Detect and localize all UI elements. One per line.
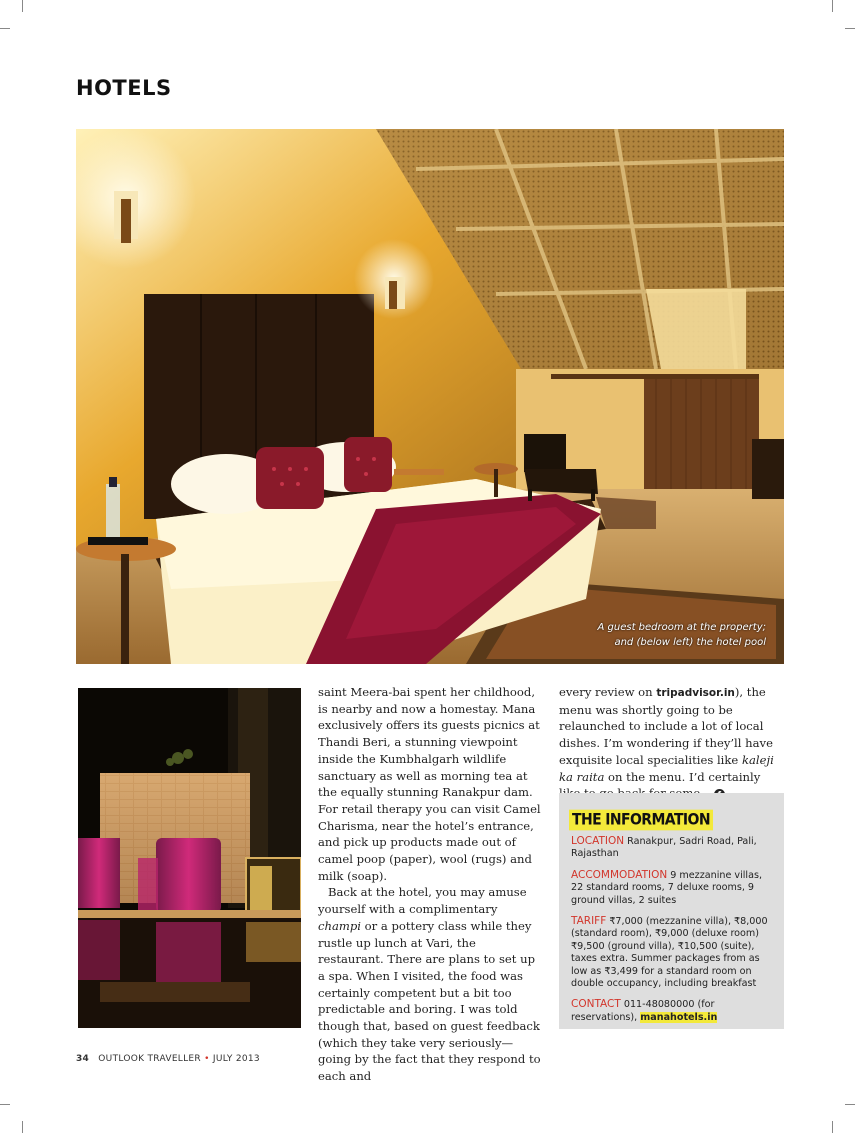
crop-mark [0,28,10,29]
info-label: LOCATION [571,835,625,847]
photo-caption-line: and (below left) the hotel pool [614,637,766,648]
article-emphasis: champi [318,918,361,933]
information-box [559,793,784,1029]
page-number: 34 [76,1054,90,1064]
info-accommodation [571,869,776,907]
article-paragraph [318,884,544,1084]
bedroom-photo [76,129,784,664]
magazine-name: OUTLOOK TRAVELLER [98,1054,201,1064]
info-contact [571,998,776,1024]
info-location [571,835,776,861]
pool-photo [78,688,301,1028]
footer-separator: • [204,1054,210,1064]
article-text: Back at the hotel, you may amuse yourself with a complimentary [318,885,527,917]
article-text: on the menu. I’d certainly [608,769,761,784]
manahotels-link[interactable]: manahotels.in [640,1011,718,1023]
crop-mark [22,0,23,12]
crop-mark [845,1104,855,1105]
information-heading: THE INFORMATION [569,809,713,829]
article-paragraph: saint Meera-bai spent her childhood, is nearby and now a homestay. Mana exclusively offers its guests picnics at Thandi Beri, a stunning viewpoint inside the Kumbhalgarh wildlife sanctuary as well as morning tea at the equally stunning Ranakpur dam. For retail therapy you can visit Camel Charisma, near the hotel’s entrance, and pick up products made out of camel poop (paper), wool (rugs) and milk (soap). [318,685,541,883]
article-paragraph [559,684,785,802]
crop-mark [0,1104,10,1105]
info-text: 011-48080000 (for reservations), [571,999,715,1023]
crop-mark [832,0,833,12]
info-label: CONTACT [571,998,621,1011]
crop-mark [845,28,855,29]
photo-caption-line: A guest bedroom at the property; [597,622,766,633]
article-emphasis: kaleji ka raita [559,752,774,784]
crop-mark [832,1121,833,1133]
info-text: Ranakpur, Sadri Road, Pali, Rajasthan [571,836,757,860]
info-tariff [571,915,776,990]
information-body [571,835,776,1032]
article-column-2 [559,684,785,802]
photo-caption [526,620,766,650]
info-text: 9 mezzanine villas, 22 standard rooms, 7 deluxe rooms, 9 ground villas, 2 suites [571,869,762,906]
info-label: TARIFF [571,915,607,928]
article-column-1 [318,684,544,1085]
article-text: every review on [559,685,657,699]
tripadvisor-link[interactable]: tripadvisor.in [656,687,735,699]
crop-mark [22,1121,23,1133]
section-title: HOTELS [76,76,172,100]
info-label: ACCOMMODATION [571,868,668,881]
info-text: ₹7,000 (mezzanine villa), ₹8,000 (standard room), ₹9,000 (deluxe room) ₹9,500 (ground villa), ₹10,500 (suite), taxes extra. Summer packages from as low as ₹3,499 for a standard room on double occupancy, including breakfast [571,916,768,990]
article-text: or a pottery class while they rustle up lunch at Vari, the restaurant. There are plans to set up a spa. When I visited, the food was certainly competent but a bit too predictable and boring. I was told though that, based on guest feedback (which they take very seriously—going by the fact that they respond to each and [318,918,541,1084]
page-footer [76,1054,260,1064]
issue-date: JULY 2013 [212,1054,260,1064]
article-text: ), the menu was shortly going to be relaunched to include a lot of local dishes. I’m wondering if they’ll have exquisite local specialities like [559,685,773,767]
